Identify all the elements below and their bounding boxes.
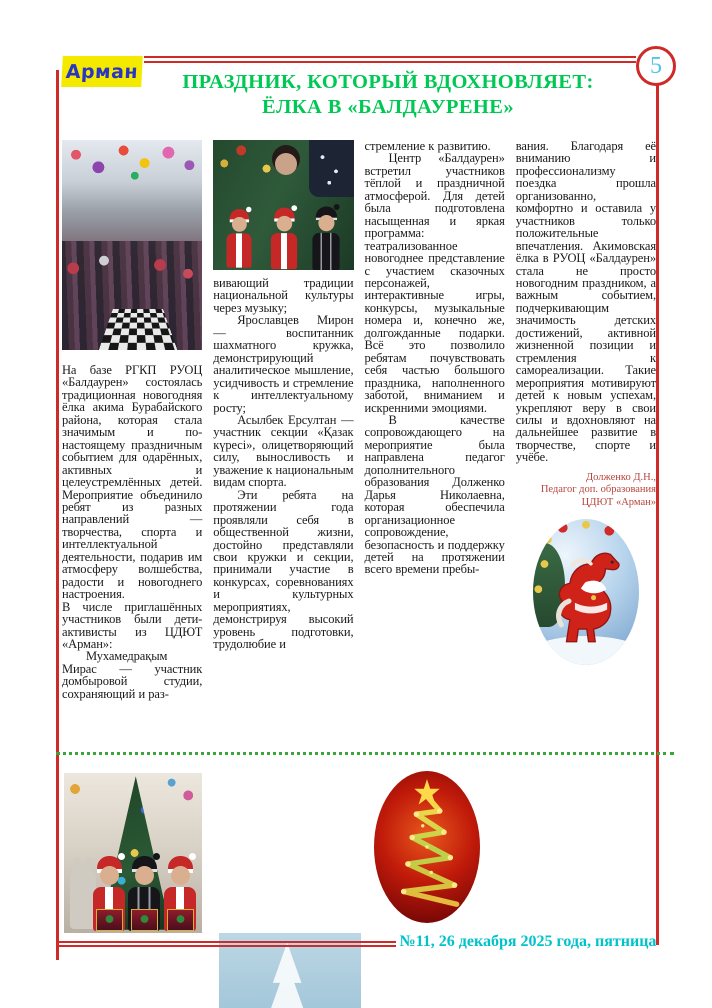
photo-gifts-by-tree <box>64 773 202 933</box>
glowing-tree-icon <box>374 771 480 923</box>
masthead-logo: Арман <box>61 56 143 87</box>
header-rule-top <box>144 56 636 58</box>
page-number: 5 <box>650 52 662 79</box>
paragraph: вивающий традиции национальной культуры через музыку; <box>213 276 354 315</box>
photo-kids-at-tree <box>213 140 353 270</box>
paragraph: В качестве сопровождающего на мероприятие была направлена педагог дополнительного образования Долженко Дарья Николаевна, которая обеспечила организационное сопровождение, безопасность и поддержку детей на протяжении всего времени пребы- <box>364 412 505 577</box>
column-2 <box>213 140 353 754</box>
paragraph: Ярославцев Мирон — воспитанник шахматного кружка, демонстрирующий аналитическое мышление, усидчивость и стремление к интеллектуальному росту; <box>213 313 354 415</box>
column-1 <box>62 140 202 754</box>
teacher-figure <box>275 153 297 175</box>
footer-rule-top <box>58 941 396 943</box>
paragraph: Асылбек Ерсултан — участник секции «Қазак күресі», олицетворяющий силу, выносливость и уважение к национальным видам спорта. <box>213 412 354 490</box>
paragraph: Мухамедрақым Мирас — участник домбыровой студии, сохраняющий и раз- <box>62 649 203 701</box>
dotted-separator <box>56 752 674 755</box>
paragraph: В числе приглашённых участников были дети-активисты из ЦДЮТ «Арман»: <box>62 599 203 651</box>
article-title-line1: ПРАЗДНИК, КОТОРЫЙ ВДОХНОВЛЯЕТ: <box>182 71 594 93</box>
signature-name: Долженко Д.Н., <box>586 471 656 483</box>
header-rule-bottom <box>144 61 636 63</box>
column-3 <box>365 140 505 754</box>
illustration-glowing-tree <box>374 771 480 923</box>
illustration-christmas-horse <box>533 519 639 665</box>
signature-role: Педагог доп. образования <box>540 484 656 496</box>
kid-figure <box>225 208 252 267</box>
issue-date-line: №11, 26 декабря 2025 года, пятница <box>399 933 657 950</box>
kid-figure <box>92 855 126 931</box>
paragraph: Центр «Балдаурен» встретил участников тёплой и праздничной атмосферой. Для детей была подготовлена насыщенная и яркая программа: театрализованное новогоднее представление с участием сказочных персонажей, интерактивные игры, конкурсы, музыкальные номера и, конечно же, долгожданные подарки. Всё это позволило ребятам почувствовать себя частью большого праздника, наполненного заботой, вниманием и искренними эмоциями. <box>364 151 505 415</box>
decor-panel-shape <box>309 140 354 197</box>
article-title-line2: ЁЛКА В «БАЛДАУРЕНЕ» <box>262 96 514 118</box>
photo-hall-crowd <box>62 140 202 350</box>
kid-figure <box>311 206 340 270</box>
signature-org: ЦДЮТ «Арман» <box>581 496 656 508</box>
left-border-rule <box>56 70 59 960</box>
kid-figure <box>270 207 298 269</box>
paragraph: Эти ребята на протяжении года проявляли себя в общественной жизни, достойно представляли свои кружки и секции, принимали участие в конкурсах, соревнованиях и культурных мероприятиях, демонстрируя высокий уровень подготовки, трудолюбие и <box>213 487 354 652</box>
kid-figure <box>127 855 161 931</box>
paragraph: На базе РГКП РУОЦ «Балдаурен» состоялась традиционная новогодняя ёлка акима Бурабайского района, которая стала значимым и по-настоящему праздничным событием для одарённых, активных и целеустремлённых детей. Мероприятие объединило ребят из разных направлений — творчества, спорта и интеллектуальной деятельности, подарив им атмосферу волшебства, радости и новогоднего настроения. <box>62 363 203 602</box>
column-4 <box>516 140 656 754</box>
footer-rule-bottom <box>58 945 396 947</box>
article-body <box>62 140 656 754</box>
paragraph: стремление к развитию. <box>364 140 491 153</box>
right-border-rule <box>656 84 659 945</box>
author-signature <box>516 472 656 510</box>
kid-figure <box>163 855 197 931</box>
paragraph: вания. Благодаря её вниманию и профессионализму поездка прошла организованно, комфортно и оставила у участников только положительные впечатления. Акимовская ёлка в РУОЦ «Балдаурен» стала не просто новогодним праздником, а важным событием, подчеркивающим значимость детских достижений, активной жизненной позиции и стремления к самореализации. Такие мероприятия мотивируют детей к новым успехам, укрепляют веру в свои силы и вдохновляют на дальнейшее развитие в творчестве, спорте и учёбе. <box>515 140 656 465</box>
article-title <box>128 70 648 120</box>
painted-tree-shape <box>262 943 313 1008</box>
horse-icon <box>541 537 634 657</box>
